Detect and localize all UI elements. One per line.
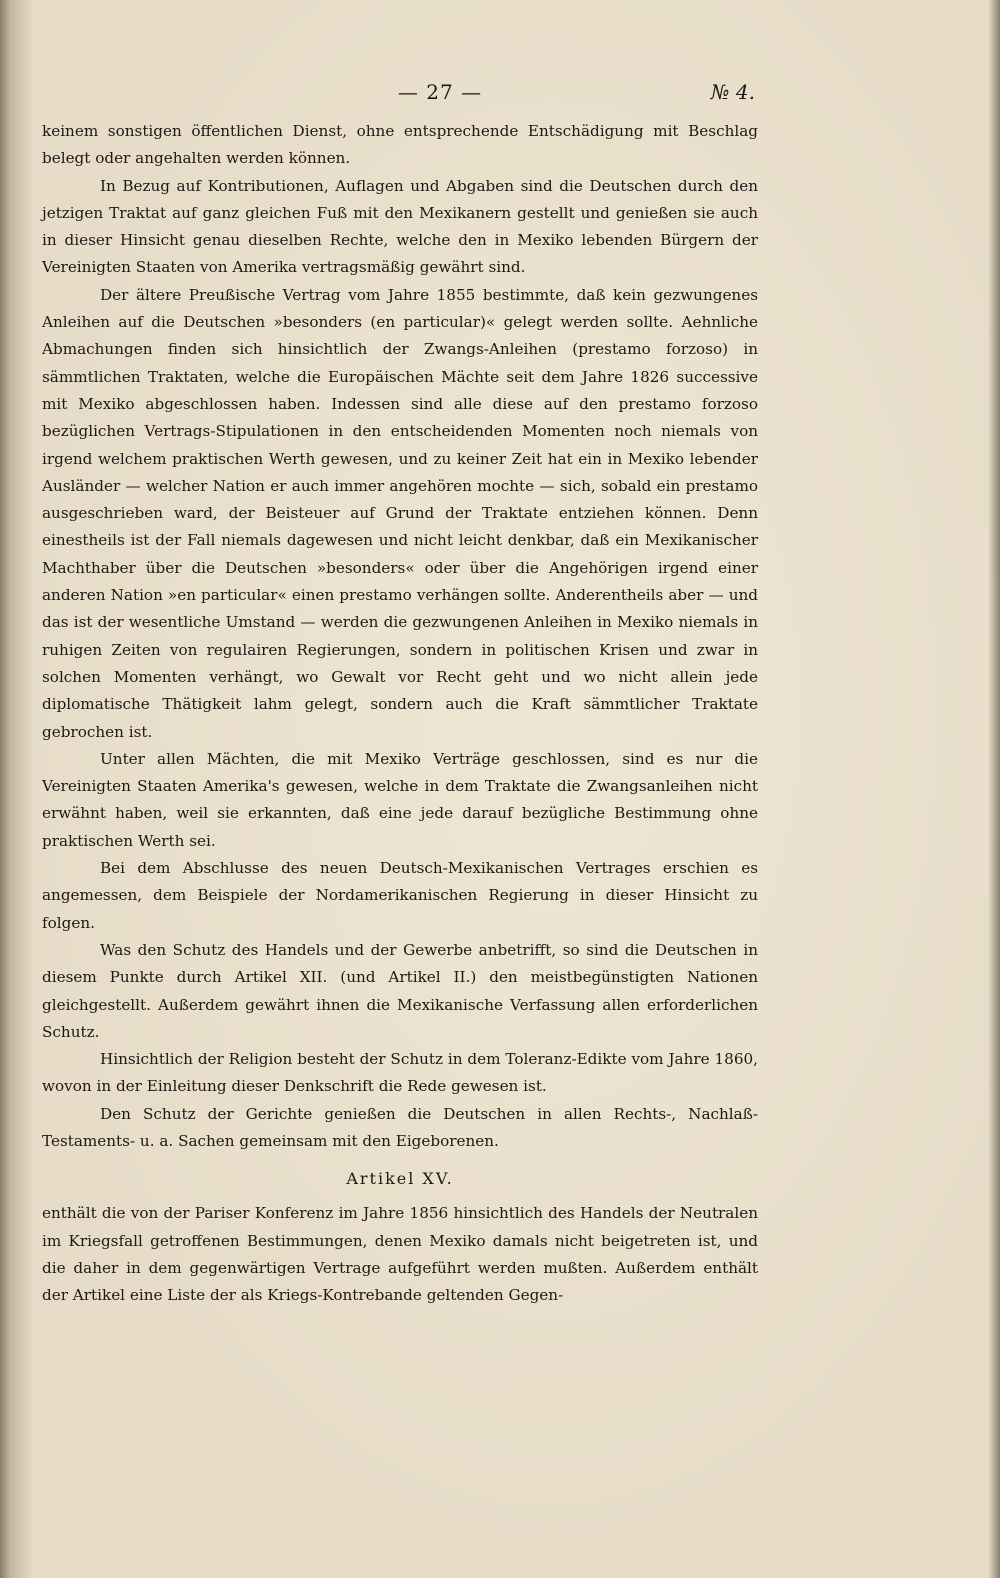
paragraph-trade-protection: Was den Schutz des Handels und der Gewerbe anbetrifft, so sind die Deutschen in diesem Punkte durch Artikel XII. (und Artikel II.) den meistbegünstigten Nationen gleichgestellt. Außerdem gewährt ihnen die Mexikanische Verfassung allen erforderlichen Schutz. <box>42 940 758 1041</box>
paragraph-contributions: In Bezug auf Kontributionen, Auflagen und Abgaben sind die Deutschen durch den jetzigen Traktat auf ganz gleichen Fuß mit den Mexikanern gestellt und genießen sie auch in dieser Hinsicht genau dieselben Rechte, welche den in Mexiko lebenden Bürgern der Vereinigten Staaten von Amerika vertragsmäßig gewährt sind. <box>42 176 758 277</box>
paragraph-new-treaty: Bei dem Abschlusse des neuen Deutsch-Mexikanischen Vertrages erschien es angemessen, dem Beispiele der Nordamerikanischen Regierung in dieser Hinsicht zu folgen. <box>42 859 758 932</box>
paragraph-prussian-treaty: Der ältere Preußische Vertrag vom Jahre 1855 bestimmte, daß kein gezwungenes Anleihen auf die Deutschen »besonders (en particular)« gelegt werden sollte. Aehnliche Abmachungen finden sich hinsichtlich der Zwangs-Anleihen (prestamo forzoso) in sämmtlichen Traktaten, welche die Europäischen Mächte seit dem Jahre 1826 successive mit Mexiko abgeschlossen haben. Indessen sind alle diese auf den prestamo forzoso bezüglichen Vertrags-Stipulationen in den entscheidenden Momenten noch niemals von irgend welchem praktischen Werth gewesen, und zu keiner Zeit hat ein in Mexiko lebender Ausländer — welcher Nation er auch immer angehören mochte — sich, sobald ein prestamo ausgeschrieben ward, der Beisteuer auf Grund der Traktate entziehen können. Denn einestheils ist der Fall niemals dagewesen und nicht leicht denkbar, daß ein Mexikanischer Machthaber über die Deutschen »besonders« oder über die Angehörigen irgend einer anderen Nation »en particular« einen prestamo verhängen sollte. Anderentheils aber — und das ist der wesentliche Umstand — werden die gezwungenen Anleihen in Mexiko niemals in ruhigen Zeiten von regulairen Regierungen, sondern in politischen Krisen und zwar in solchen Momenten verhängt, wo Gewalt vor Recht geht und wo nicht allein jede diplomatische Thätigkeit lahm gelegt, sondern auch die Kraft sämmtlicher Traktate gebrochen ist. <box>42 285 758 741</box>
page-number: — 27 — <box>397 80 483 104</box>
section-heading: Artikel XV. <box>346 1169 454 1189</box>
paragraph-religion: Hinsichtlich der Religion besteht der Schutz in dem Toleranz-Edikte vom Jahre 1860, wovon in der Einleitung dieser Denkschrift die Rede gewesen ist. <box>42 1050 758 1096</box>
paragraph-courts: Den Schutz der Gerichte genießen die Deutschen in allen Rechts-, Nachlaß-Testaments- u. a. Sachen gemeinsam mit den Eigeborenen. <box>42 1104 758 1150</box>
paragraph-continued: keinem sonstigen öffentlichen Dienst, ohne entsprechende Entschädigung mit Beschlag belegt oder angehalten werden können. <box>42 122 758 168</box>
paragraph-united-states: Unter allen Mächten, die mit Mexiko Verträge geschlossen, sind es nur die Vereinigten Staaten Amerika's gewesen, welche in dem Traktate die Zwangsanleihen nicht erwähnt haben, weil sie erkannten, daß eine jede darauf bezügliche Bestimmung ohne praktischen Werth sei. <box>42 749 758 850</box>
document-number: № 4. <box>710 80 755 104</box>
page-edge-shadow <box>988 0 1000 1578</box>
body-text <box>42 118 758 1309</box>
page-header <box>40 80 970 114</box>
paragraph-article-xv: enthält die von der Pariser Konferenz im Jahre 1856 hinsichtlich des Handels der Neutralen im Kriegsfall getroffenen Bestimmungen, denen Mexiko damals nicht beigetreten ist, und die daher in dem gegenwärtigen Vertrage aufgeführt werden mußten. Außerdem enthält der Artikel eine Liste der als Kriegs-Kontrebande geltenden Gegen- <box>42 1204 758 1305</box>
